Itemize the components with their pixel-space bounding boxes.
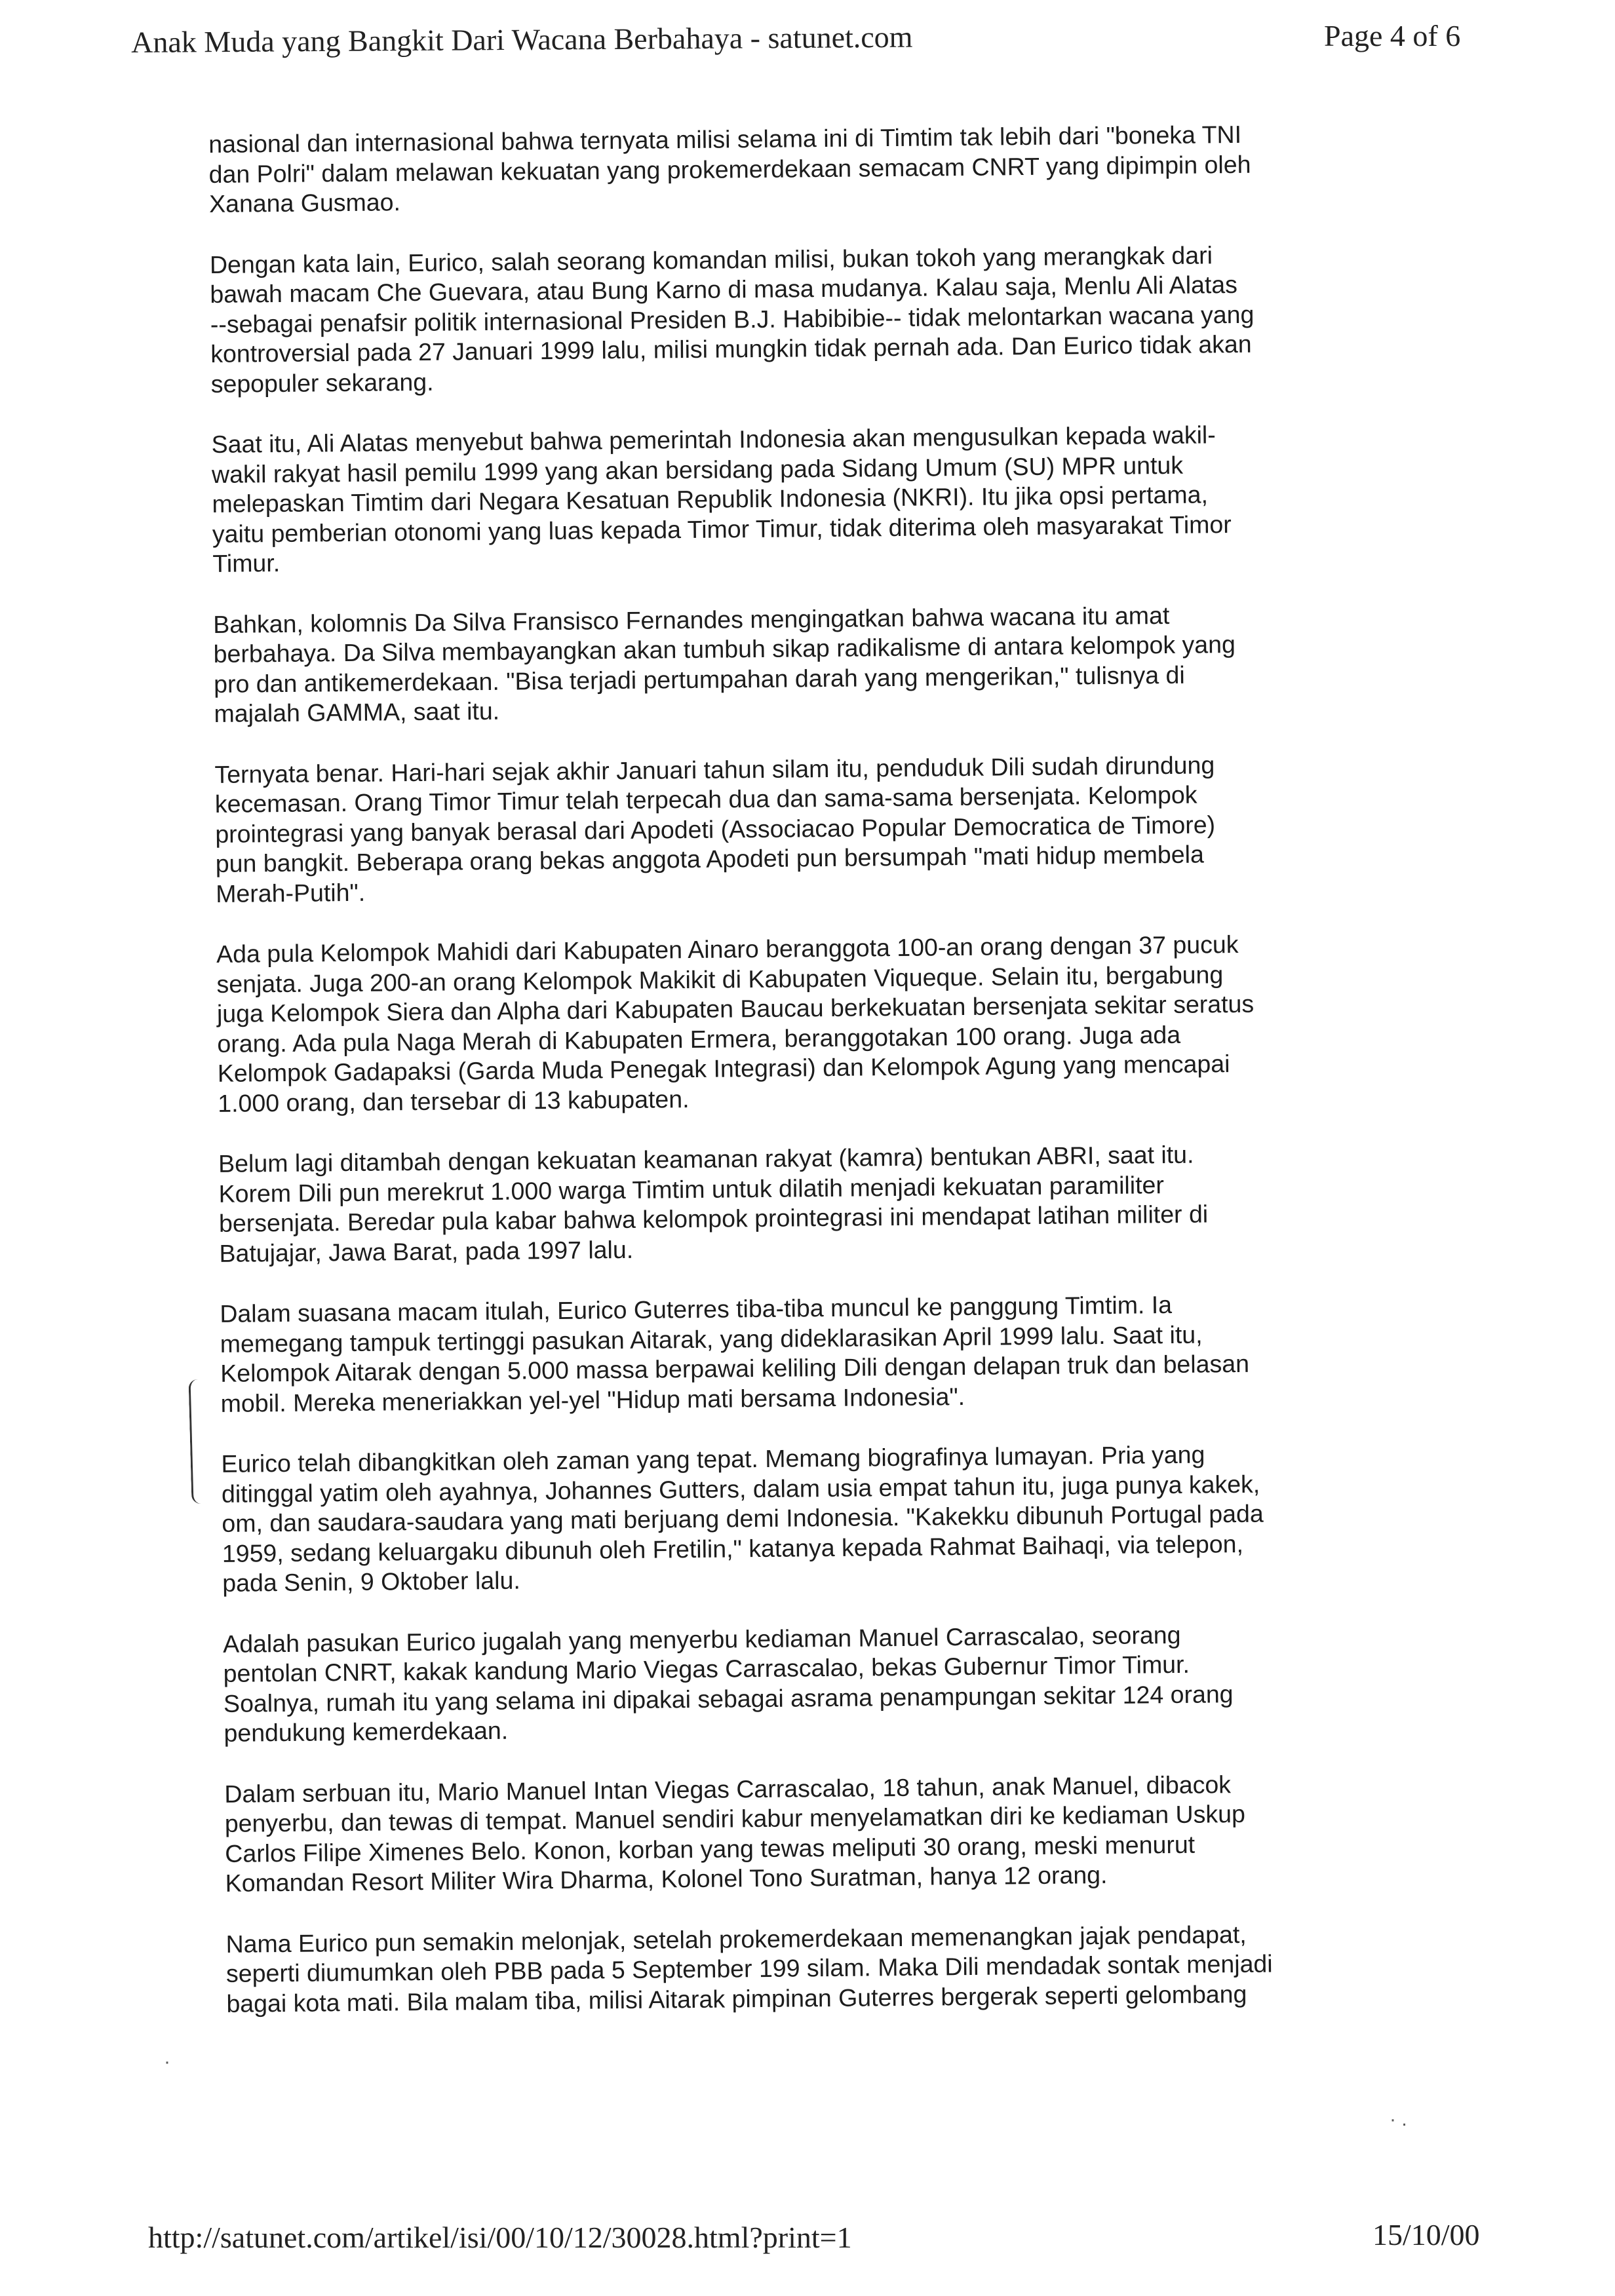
- paragraph: Ada pula Kelompok Mahidi dari Kabupaten Ainaro beranggota 100-an orang dengan 37 pucuk senjata. Juga 200-an orang Kelompok Makikit di Kabupaten Viqueque. Selain itu, bergabung juga Kelompok Siera dan Alpha dari Kabupaten Baucau berkekuatan bersenjata sekitar seratus orang. Ada pula Naga Merah di Kabupaten Ermera, beranggotakan 100 orang. Juga ada Kelompok Gadapaksi (Garda Muda Penegak Integrasi) dan Kelompok Agung yang mencapai 1.000 orang, dan tersebar di 13 kabupaten.: [216, 930, 1255, 1117]
- paragraph: Saat itu, Ali Alatas menyebut bahwa pemerintah Indonesia akan mengusulkan kepada wakil- wakil rakyat hasil pemilu 1999 yang akan bersidang pada Sidang Umum (SU) MPR untuk melepaskan Timtim dari Negara Kesatuan Republik Indonesia (NKRI). Itu jika opsi pertama, yaitu pemberian otonomi yang luas kepada Timor Timur, tidak diterima oleh masyarakat Timor Timur.: [211, 421, 1232, 577]
- paragraph: Eurico telah dibangkitkan oleh zaman yang tepat. Memang biografinya lumayan. Pria yang ditinggal yatim oleh ayahnya, Johannes Gutters, dalam usia empat tahun itu, juga punya kakek, om, dan saudara-saudara yang mati berjuang demi Indonesia. "Kakekku dibunuh Portugal pada 1959, sedang keluargaku dibunuh oleh Fretilin," katanya kepada Rahmat Baihaqi, via telepon, pada Senin, 9 Oktober lalu.: [221, 1440, 1264, 1597]
- scan-speck: ·: [164, 2051, 170, 2073]
- paragraph: Dalam serbuan itu, Mario Manuel Intan Viegas Carrascalao, 18 tahun, anak Manuel, dibacok penyerbu, dan tewas di tempat. Manuel sendiri kabur menyelamatkan diri ke kediaman Uskup Carlos Filipe Ximenes Belo. Konon, korban yang tewas meliputi 30 orang, meski menurut Komandan Resort Militer Wira Dharma, Kolonel Tono Suratman, hanya 12 orang.: [224, 1770, 1246, 1897]
- paragraph: Dengan kata lain, Eurico, salah seorang komandan milisi, bukan tokoh yang merangkak dari bawah macam Che Guevara, atau Bung Karno di masa mudanya. Kalau saja, Menlu Ali Alatas --sebagai penafsir politik internasional Presiden B.J. Habibibie-- tidak melontarkan wacana yang kontroversial pada 27 Januari 1999 lalu, milisi mungkin tidak pernah ada. Dan Eurico tidak akan sepopuler sekarang.: [209, 240, 1255, 398]
- footer-date: 15/10/00: [1372, 2218, 1480, 2251]
- page-number: Page 4 of 6: [1324, 19, 1461, 52]
- scan-speck: · .: [1390, 2109, 1407, 2130]
- article-body: [208, 118, 1472, 2050]
- paragraph: Ternyata benar. Hari-hari sejak akhir Januari tahun silam itu, penduduk Dili sudah dirundung kecemasan. Orang Timor Timur telah terpecah dua dan sama-sama bersenjata. Kelompok prointegrasi yang banyak berasal dari Apodeti (Associacao Popular Democratica de Timore) pun bangkit. Beberapa orang bekas anggota Apodeti pun bersumpah "mati hidup membela Merah-Putih".: [214, 750, 1216, 908]
- paragraph: Bahkan, kolomnis Da Silva Fransisco Fernandes mengingatkan bahwa wacana itu amat berbahaya. Da Silva membayangkan akan tumbuh sikap radikalisme di antara kelompok yang pro dan antikemerdekaan. "Bisa terjadi pertumpahan darah yang mengerikan," tulisnya di majalah GAMMA, saat itu.: [213, 601, 1236, 727]
- paragraph: nasional dan internasional bahwa ternyata milisi selama ini di Timtim tak lebih dari "boneka TNI dan Polri" dalam melawan kekuatan yang prokemerdekaan semacam CNRT yang dipimpin oleh Xanana Gusmao.: [208, 120, 1251, 218]
- paragraph: Belum lagi ditambah dengan kekuatan keamanan rakyat (kamra) bentukan ABRI, saat itu. Korem Dili pun merekrut 1.000 warga Timtim untuk dilatih menjadi kekuatan paramiliter bersenjata. Beredar pula kabar bahwa kelompok prointegrasi ini mendapat latihan militer di Batujajar, Jawa Barat, pada 1997 lalu.: [218, 1140, 1209, 1267]
- header-title: Anak Muda yang Bangkit Dari Wacana Berbahaya - satunet.com: [131, 20, 913, 59]
- paragraph: Nama Eurico pun semakin melonjak, setelah prokemerdekaan memenangkan jajak pendapat, seperti diumumkan oleh PBB pada 5 September 199 silam. Maka Dili mendadak sontak menjadi bagai kota mati. Bila malam tiba, milisi Aitarak pimpinan Guterres bergerak seperti gelombang: [225, 1920, 1273, 2018]
- paragraph: Dalam suasana macam itulah, Eurico Guterres tiba-tiba muncul ke panggung Timtim. Ia memegang tampuk tertinggi pasukan Aitarak, yang dideklarasikan April 1999 lalu. Saat itu, Kelompok Aitarak dengan 5.000 massa berpawai keliling Dili dengan delapan truk dan belasan mobil. Mereka meneriakkan yel-yel "Hidup mati bersama Indonesia".: [220, 1290, 1250, 1417]
- paragraph: Adalah pasukan Eurico jugalah yang menyerbu kediaman Manuel Carrascalao, seorang pentolan CNRT, kakak kandung Mario Viegas Carrascalao, bekas Gubernur Timor Timur. Soalnya, rumah itu yang selama ini dipakai sebagai asrama penampungan sekitar 124 orang pendukung kemerdekaan.: [222, 1620, 1234, 1747]
- handwritten-margin-bracket: [189, 1379, 206, 1504]
- footer-url: http://satunet.com/artikel/isi/00/10/12/30028.html?print=1: [148, 2221, 852, 2254]
